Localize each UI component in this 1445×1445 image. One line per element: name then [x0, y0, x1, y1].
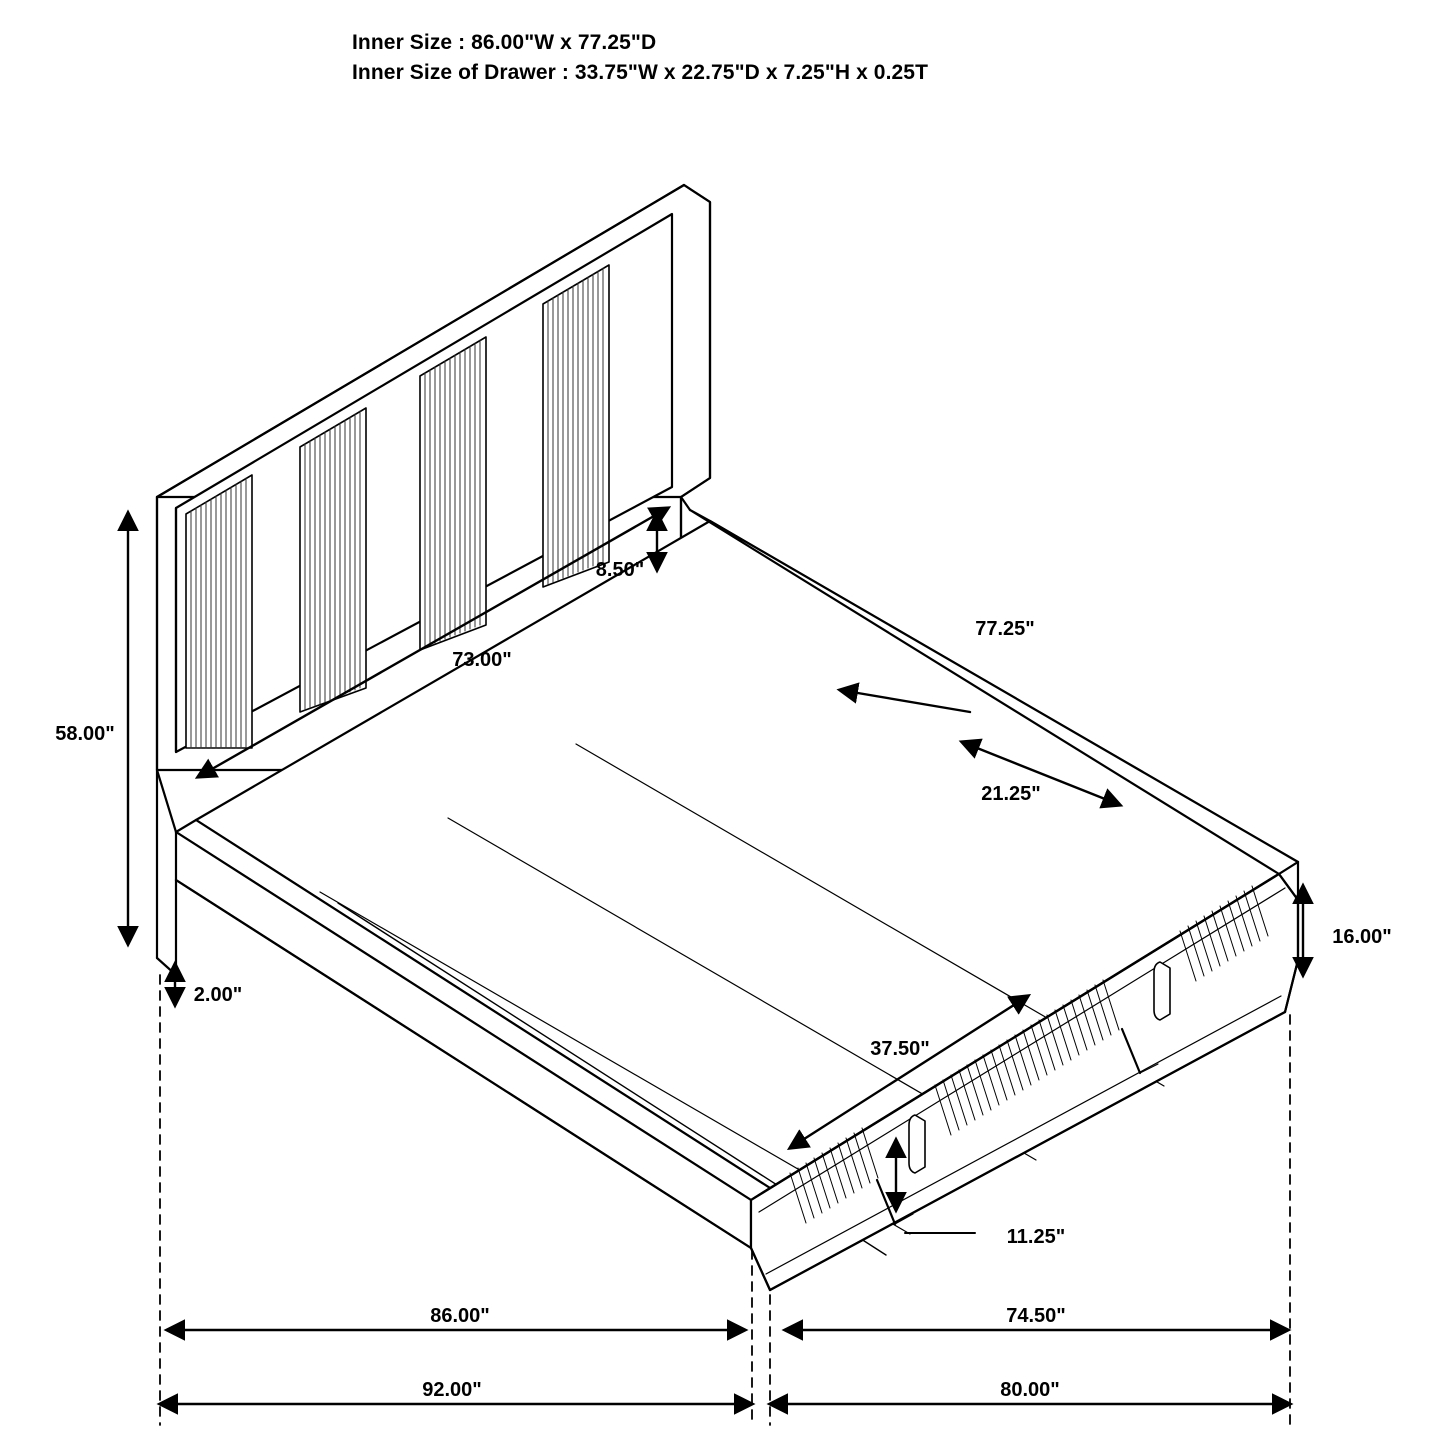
- dim-80: 80.00": [1000, 1379, 1060, 1401]
- dim-8-50: 8.50": [595, 559, 645, 581]
- dim-73: 73.00": [452, 649, 512, 671]
- dim-58: 58.00": [55, 723, 115, 745]
- dim-11-25: 11.25": [1006, 1226, 1066, 1248]
- dim-16: 16.00": [1332, 926, 1392, 948]
- inner-drawer-size-line: Inner Size of Drawer : 33.75"W x 22.75"D x 7.25"H x 0.25T: [352, 61, 928, 85]
- dim-21-25: 21.25": [981, 783, 1041, 805]
- dim-86: 86.00": [430, 1305, 490, 1327]
- dim-2: 2.00": [193, 984, 243, 1006]
- dim-74-50: 74.50": [1006, 1305, 1066, 1327]
- dim-77-25: 77.25": [975, 618, 1035, 640]
- inner-size-line: Inner Size : 86.00"W x 77.25"D: [352, 31, 657, 54]
- dim-37-50: 37.50": [870, 1038, 930, 1060]
- dim-92: 92.00": [422, 1379, 482, 1401]
